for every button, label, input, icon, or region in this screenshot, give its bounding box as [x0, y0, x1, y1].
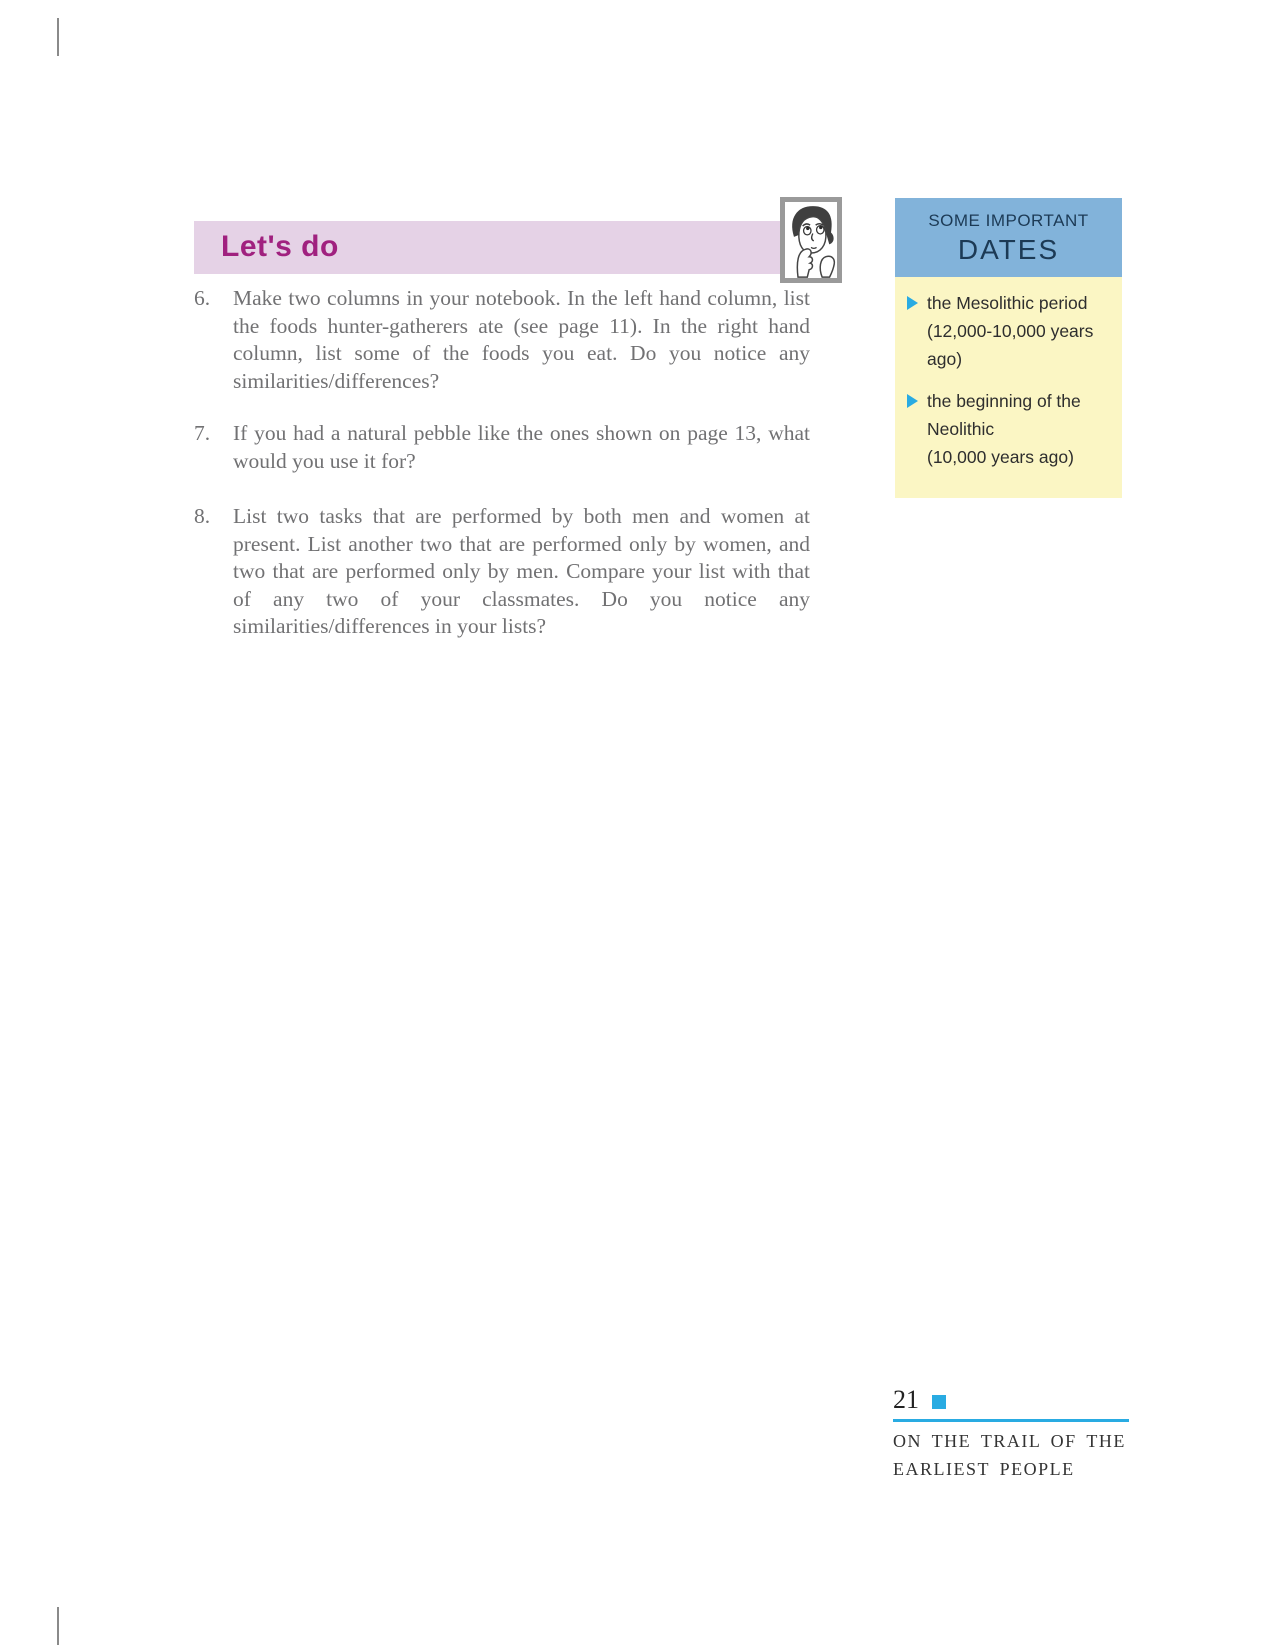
crop-mark-bottom-left [57, 1607, 59, 1645]
date-line: the beginning of the [927, 391, 1081, 411]
dates-title-line2: DATES [957, 234, 1060, 265]
question-item-6 [194, 285, 810, 395]
question-number: 6. [194, 286, 211, 310]
question-number: 7. [194, 421, 211, 445]
thinker-illustration-frame [780, 197, 842, 283]
page-footer [893, 1385, 1129, 1483]
running-title-line2: EARLIEST PEOPLE [893, 1459, 1075, 1479]
footer-rule [893, 1419, 1129, 1422]
dates-title-line1: SOME IMPORTANT [928, 211, 1089, 230]
question-text: List two tasks that are performed by both men and women at present. List another two that are performed only by women, and two that are performed only by men. Compare your list with that of any two of your classmates. Do you notice any similarities/differences in your lists? [233, 504, 810, 638]
lets-do-title: Let's do [221, 230, 339, 263]
date-item [905, 387, 1112, 471]
page-number-square-icon [932, 1395, 946, 1409]
date-item-text [927, 387, 1081, 471]
question-text: Make two columns in your notebook. In the left hand column, list the foods hunter-gatherers ate (see page 11). In the right hand column, list some of the foods you eat. Do you notice any similarities/differences? [233, 286, 810, 393]
dates-panel-body [895, 277, 1122, 498]
date-item [905, 289, 1112, 373]
crop-mark-top-left [57, 18, 59, 56]
question-text: If you had a natural pebble like the ones shown on page 13, what would you use it for? [233, 421, 810, 473]
running-title-line1: ON THE TRAIL OF THE [893, 1431, 1126, 1451]
date-line: ago) [927, 349, 963, 369]
date-item-text [927, 289, 1093, 373]
page-number-row [893, 1385, 1129, 1415]
question-item-8 [194, 503, 810, 641]
question-item-7 [194, 420, 810, 475]
date-line: (10,000 years ago) [927, 447, 1074, 467]
date-line: Neolithic [927, 419, 995, 439]
lets-do-banner [194, 221, 781, 274]
page-number: 21 [893, 1385, 919, 1414]
running-title [893, 1427, 1129, 1483]
date-line: the Mesolithic period [927, 293, 1088, 313]
triangle-bullet-icon [907, 394, 918, 408]
question-number: 8. [194, 504, 211, 528]
triangle-bullet-icon [907, 296, 918, 310]
date-line: (12,000-10,000 years [927, 321, 1094, 341]
dates-panel-header [895, 198, 1122, 277]
thinking-person-icon [785, 202, 837, 278]
